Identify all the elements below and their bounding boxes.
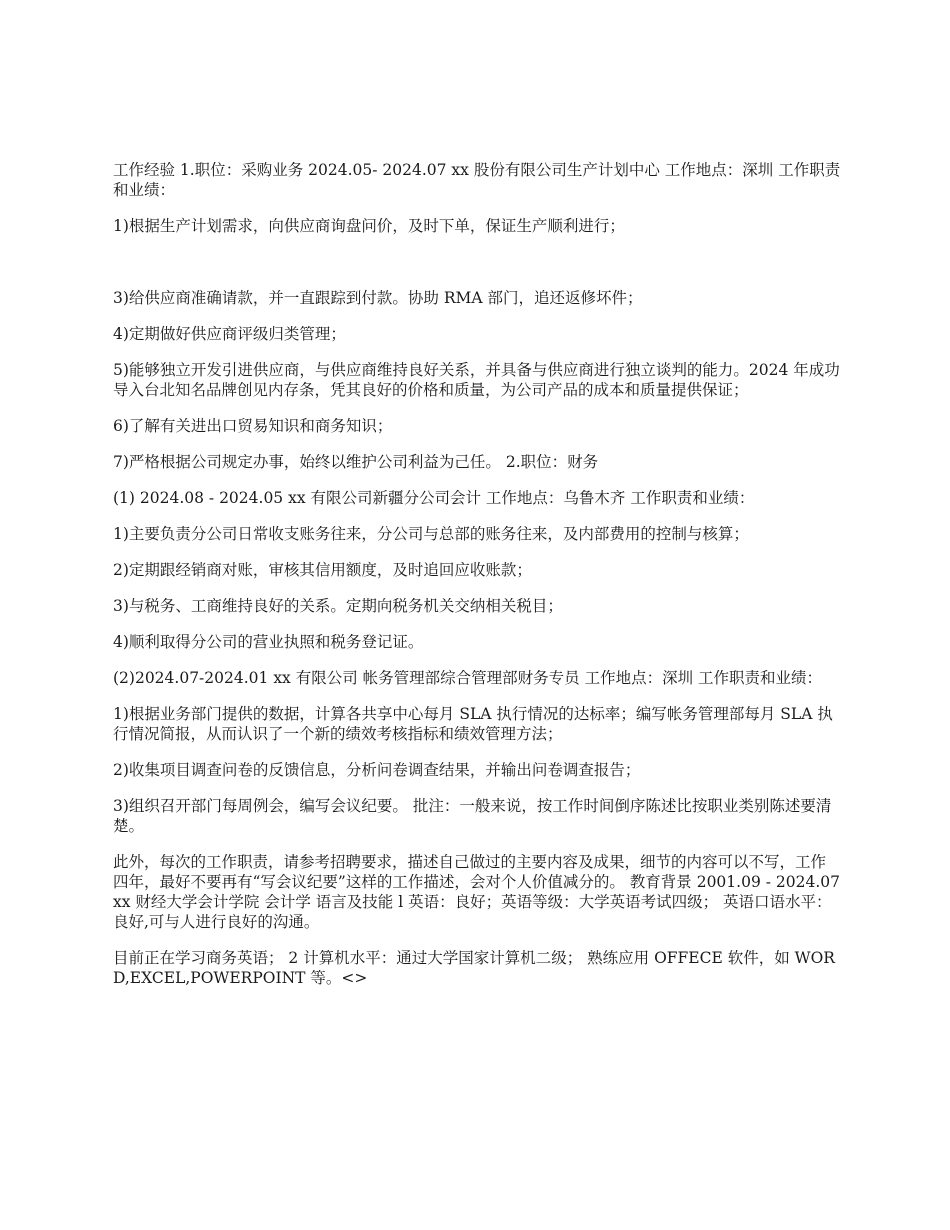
paragraph-specialist-duty-1: 1)根据业务部门提供的数据，计算各共享中心每月 SLA 执行情况的达标率；编写帐务管理部每月 SLA 执行情况简报，从而认识了一个新的绩效考核指标和绩效管理方法； — [113, 705, 833, 743]
paragraph-duty-7: 7)严格根据公司规定办事，始终以维护公司利益为己任。 2.职位：财务 — [113, 453, 599, 471]
paragraph-education-skills: 此外，每次的工作职责，请参考招聘要求，描述自己做过的主要内容及成果，细节的内容可以不写，工作四年，最好不要再有“写会议纪要”这样的工作描述，会对个人价值减分的。 教育背景 2001.09 - 2024.07 xx 财经大学会计学院 会计学 语言及技能 l 英语：良好；英语等级：大学英语考试四级； 英语口语水平：良好,可与人进行良好的沟通。 — [113, 853, 840, 931]
paragraph-specialist-duty-2: 2)收集项目调查问卷的反馈信息，分析问卷调查结果，并输出问卷调查报告； — [113, 761, 641, 779]
paragraph-finance-job-2: (2)2024.07-2024.01 xx 有限公司 帐务管理部综合管理部财务专员 工作地点：深圳 工作职责和业绩： — [113, 669, 823, 687]
paragraph-finance-job-1: (1) 2024.08 - 2024.05 xx 有限公司新疆分公司会计 工作地点：乌鲁木齐 工作职责和业绩： — [113, 489, 755, 507]
document-body — [113, 160, 841, 1004]
paragraph-specialist-duty-3: 3)组织召开部门每周例会，编写会议纪要。 批注：一般来说，按工作时间倒序陈述比按职业类别陈述要清楚。 — [113, 797, 832, 835]
paragraph-duty-4: 4)定期做好供应商评级归类管理； — [113, 325, 346, 343]
paragraph-work-experience-heading: 工作经验 1.职位：采购业务 2024.05- 2024.07 xx 股份有限公司生产计划中心 工作地点：深圳 工作职责和业绩： — [113, 161, 841, 199]
paragraph-computer-skills: 目前正在学习商务英语； 2 计算机水平：通过大学国家计算机二级； 熟练应用 OFFECE 软件，如 WORD,EXCEL,POWERPOINT 等。<> — [113, 949, 835, 987]
paragraph-finance-duty-2: 2)定期跟经销商对账，审核其信用额度，及时追回应收账款； — [113, 561, 532, 579]
paragraph-duty-3: 3)给供应商准确请款，并一直跟踪到付款。协助 RMA 部门，追还返修坏件； — [113, 289, 643, 307]
paragraph-duty-5: 5)能够独立开发引进供应商，与供应商维持良好关系，并具备与供应商进行独立谈判的能力。2024 年成功导入台北知名品牌创见内存条，凭其良好的价格和质量，为公司产品的成本和质量提供保证； — [113, 361, 840, 399]
paragraph-duty-6: 6)了解有关进出口贸易知识和商务知识； — [113, 417, 393, 435]
paragraph-finance-duty-1: 1)主要负责分公司日常收支账务往来，分公司与总部的账务往来，及内部费用的控制与核算； — [113, 525, 749, 543]
paragraph-duty-1: 1)根据生产计划需求，向供应商询盘问价，及时下单，保证生产顺利进行； — [113, 217, 625, 235]
paragraph-finance-duty-3: 3)与税务、工商维持良好的关系。定期向税务机关交纳相关税目； — [113, 597, 563, 615]
paragraph-finance-duty-4: 4)顺利取得分公司的营业执照和税务登记证。 — [113, 633, 424, 651]
